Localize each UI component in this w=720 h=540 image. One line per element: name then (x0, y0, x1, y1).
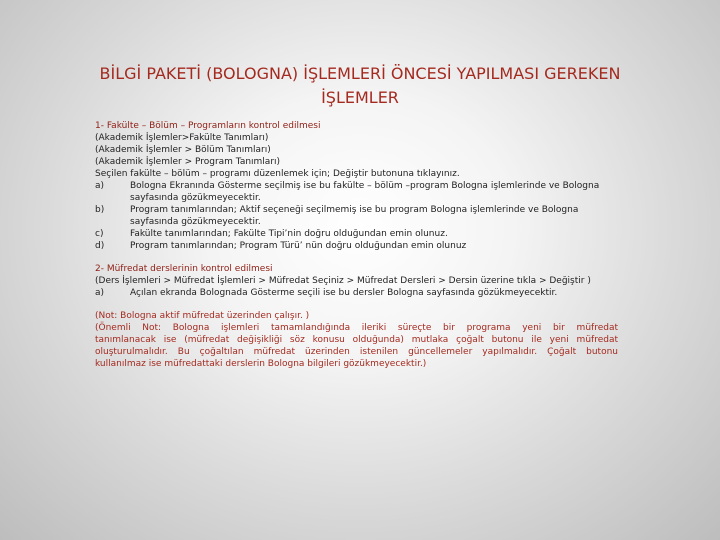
item-label: b) (95, 205, 105, 215)
important-note-line: tanımlanacak ise (müfredat değişikliği söz konusu olduğunda) mutlaka çoğalt butonu ile yeni müfredat (95, 335, 618, 345)
note-line: (Not: Bologna aktif müfredat üzerinden çalışır. ) (95, 311, 310, 321)
section1-path-program: (Akademik İşlemler > Program Tanımları) (95, 157, 281, 167)
content-body (95, 120, 618, 370)
item-text: Program tanımlarından; Program Türü’ nün doğru olduğundan emin olunuz (130, 241, 467, 251)
section1-item-a (95, 180, 618, 204)
section1-item-d (95, 240, 618, 252)
important-note-line: (Önemli Not: Bologna işlemleri tamamlandığında ileriki süreçte bir programa yeni bir müfredat (95, 323, 618, 333)
note-block (95, 310, 618, 370)
section1-path-faculty: (Akademik İşlemler>Fakülte Tanımları) (95, 133, 269, 143)
section1-path-department: (Akademik İşlemler > Bölüm Tanımları) (95, 145, 271, 155)
item-text: Fakülte tanımlarından; Fakülte Tipi’nin doğru olduğundan emin olunuz. (130, 229, 448, 239)
section2-item-a (95, 287, 618, 299)
item-label: a) (95, 288, 105, 298)
section1-instruction: Seçilen fakülte – bölüm – programı düzenlemek için; Değiştir butonuna tıklayınız. (95, 169, 460, 179)
page-title: BİLGİ PAKETİ (BOLOGNA) İŞLEMLERİ ÖNCESİ YAPILMASI GEREKEN İŞLEMLER (99, 64, 621, 107)
item-label: d) (95, 241, 105, 251)
section1-item-c (95, 228, 618, 240)
section2-path: (Ders İşlemleri > Müfredat İşlemleri > Müfredat Seçiniz > Müfredat Dersleri > Dersin üzerine tıkla > Değiştir ) (95, 276, 591, 286)
item-label: a) (95, 181, 105, 191)
section1-heading: 1- Fakülte – Bölüm – Programların kontrol edilmesi (95, 121, 321, 131)
important-note-line: kullanılmaz ise müfredattaki derslerin Bologna bilgileri gözükmeyecektir.) (95, 359, 427, 369)
item-text: Açılan ekranda Bolognada Gösterme seçili ise bu dersler Bologna sayfasında gözükmeyecektir. (130, 288, 558, 298)
section2-heading: 2- Müfredat derslerinin kontrol edilmesi (95, 264, 273, 274)
section1-item-b (95, 204, 618, 228)
item-text: Bologna Ekranında Gösterme seçilmiş ise bu fakülte – bölüm –program Bologna işlemlerinde ve Bologna sayfasında gözükmeyecektir. (130, 181, 600, 203)
item-text: Program tanımlarından; Aktif seçeneği seçilmemiş ise bu program Bologna işlemlerinde ve Bologna sayfasında gözükmeyecektir. (130, 205, 579, 227)
item-label: c) (95, 229, 104, 239)
important-note-line: oluşturulmalıdır. Bu çoğaltılan müfredat üzerinden istenilen güncellemeler yapılmalıdır. Çoğalt butonu (95, 347, 618, 357)
